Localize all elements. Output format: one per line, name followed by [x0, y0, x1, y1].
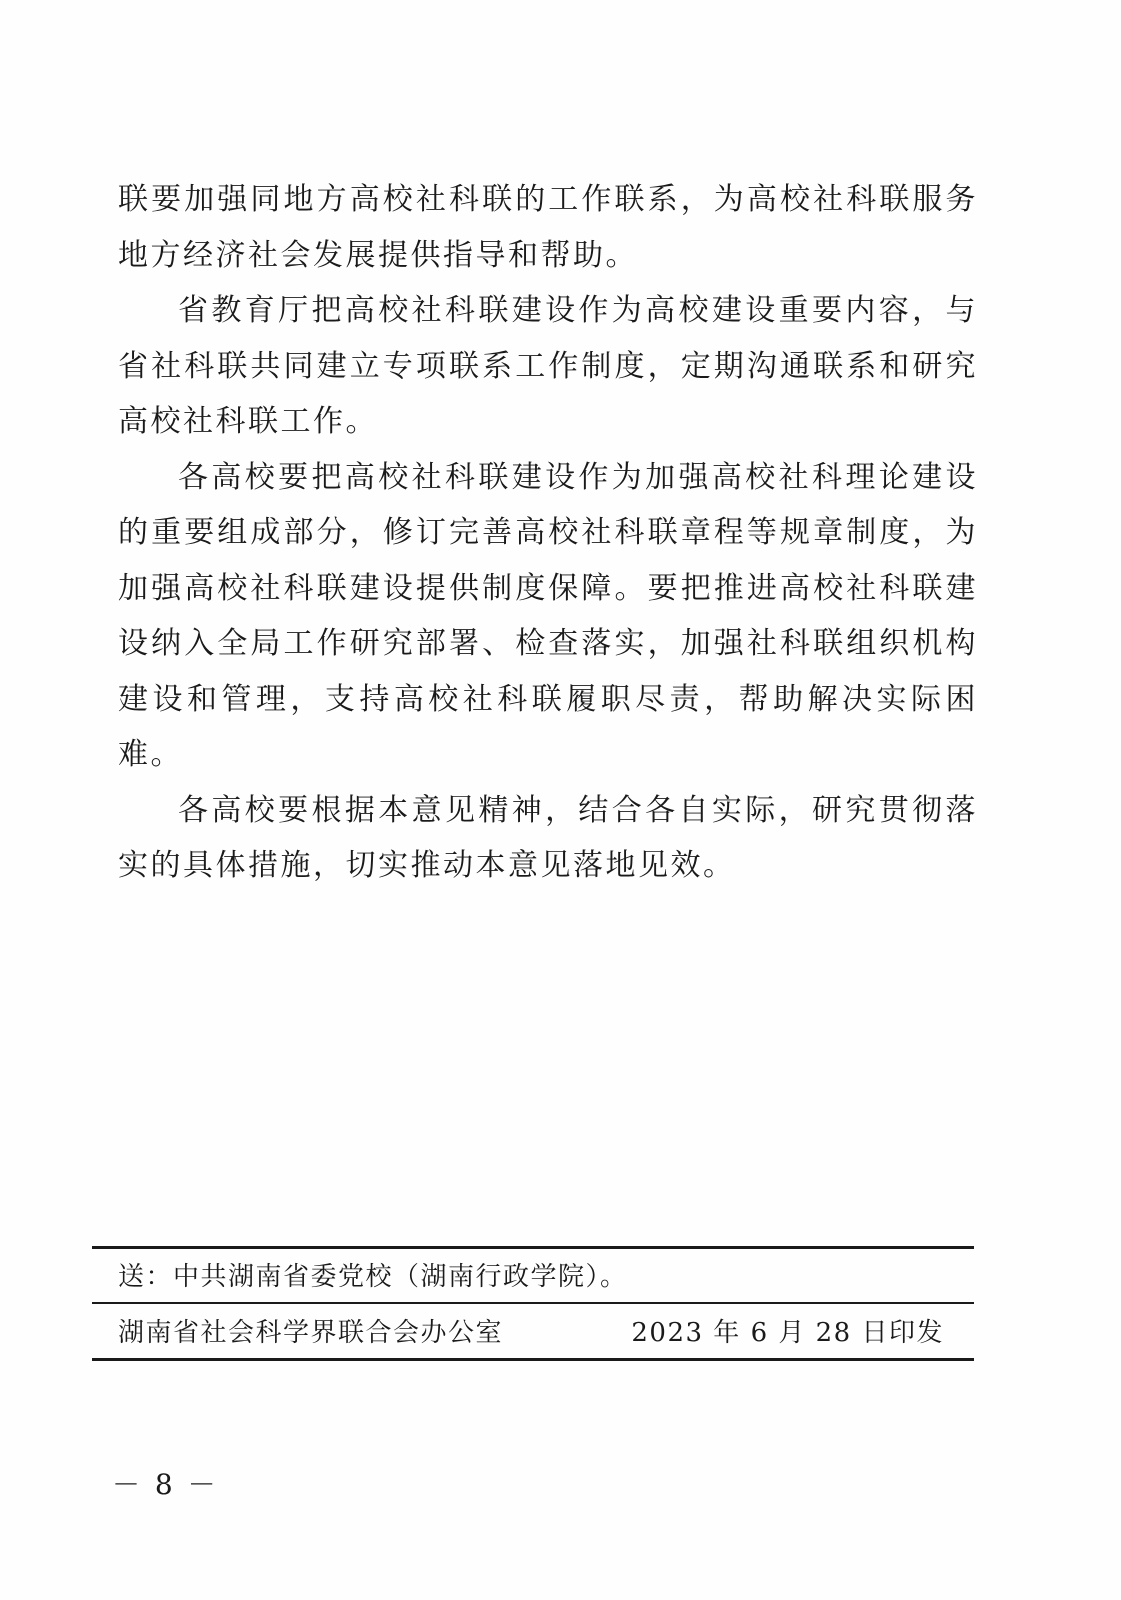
issuing-office: 湖南省社会科学界联合会办公室 [118, 1318, 504, 1348]
footer-bottom-rule [92, 1358, 974, 1361]
body-paragraph: 联要加强同地方高校社科联的工作联系，为高校社科联服务地方经济社会发展提供指导和帮助。 [118, 182, 978, 273]
page-number: － 8 － [112, 1468, 219, 1501]
footer-top-rule [92, 1246, 974, 1249]
body-paragraph: 各高校要根据本意见精神，结合各自实际，研究贯彻落实的具体措施，切实推动本意见落地见效。 [118, 792, 978, 883]
body-paragraph: 省教育厅把高校社科联建设作为高校建设重要内容，与省社科联共同建立专项联系工作制度，定期沟通联系和研究高校社科联工作。 [118, 293, 978, 439]
footer-middle-rule [92, 1302, 974, 1304]
issue-date: 2023 年 6 月 28 日印发 [631, 1318, 944, 1348]
document-body [118, 172, 978, 894]
body-paragraph: 各高校要把高校社科联建设作为加强高校社科理论建设的重要组成部分，修订完善高校社科联章程等规章制度，为加强高校社科联建设提供制度保障。要把推进高校社科联建设纳入全局工作研究部署、检查落实，加强社科联组织机构建设和管理，支持高校社科联履职尽责，帮助解决实际困难。 [118, 459, 978, 772]
cc-recipients: 送：中共湖南省委党校（湖南行政学院）。 [118, 1262, 628, 1292]
issuer-line [118, 1316, 944, 1350]
